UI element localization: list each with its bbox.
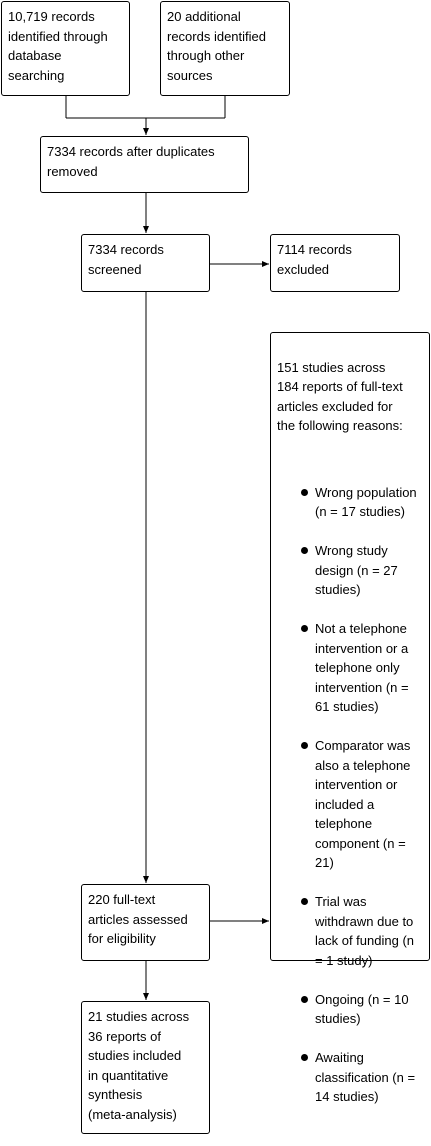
bullet-icon bbox=[301, 1054, 308, 1061]
reason-item bbox=[301, 1048, 423, 1107]
bullet-icon bbox=[301, 625, 308, 632]
reason-item bbox=[301, 483, 423, 522]
reason-text: Ongoing (n = 10 studies) bbox=[315, 991, 409, 1026]
fulltext-excluded-intro: 151 studies across 184 reports of full-text articles excluded for the following reasons: bbox=[277, 359, 403, 433]
fulltext-excluded-box bbox=[270, 332, 430, 1104]
db-search-box: 10,719 records identified through database searching bbox=[1, 1, 130, 96]
bullet-icon bbox=[301, 996, 308, 1003]
reason-text: Not a telephone intervention or a telephone only intervention (n = 61 studies) bbox=[315, 621, 409, 714]
reason-item bbox=[301, 619, 423, 717]
reason-text: Comparator was also a telephone intervention or included a telephone component (n = 21) bbox=[315, 738, 411, 870]
bullet-icon bbox=[301, 742, 308, 749]
screened-box: 7334 records screened bbox=[81, 234, 210, 292]
reason-item bbox=[301, 990, 423, 1029]
bullet-icon bbox=[301, 547, 308, 554]
reason-text: Trial was withdrawn due to lack of funding (n = 1 study) bbox=[315, 894, 415, 968]
reason-item bbox=[301, 736, 423, 873]
reason-item bbox=[301, 892, 423, 970]
after-duplicates-box: 7334 records after duplicates removed bbox=[40, 136, 249, 193]
reason-item bbox=[301, 541, 423, 600]
excluded-box: 7114 records excluded bbox=[270, 234, 400, 292]
fulltext-assessed-box: 220 full-text articles assessed for eligibility bbox=[81, 884, 210, 961]
reason-text: Wrong study design (n = 27 studies) bbox=[315, 543, 398, 597]
bullet-icon bbox=[301, 489, 308, 496]
reason-text: Wrong population (n = 17 studies) bbox=[315, 484, 417, 519]
included-box: 21 studies across 36 reports of studies included in quantitative synthesis (meta-analysis) bbox=[81, 1001, 210, 1134]
bullet-icon bbox=[301, 898, 308, 905]
other-sources-box: 20 additional records identified through other sources bbox=[160, 1, 290, 96]
reason-text: Awaiting classification (n = 14 studies) bbox=[315, 1050, 416, 1104]
exclusion-reasons-list bbox=[277, 463, 423, 1126]
